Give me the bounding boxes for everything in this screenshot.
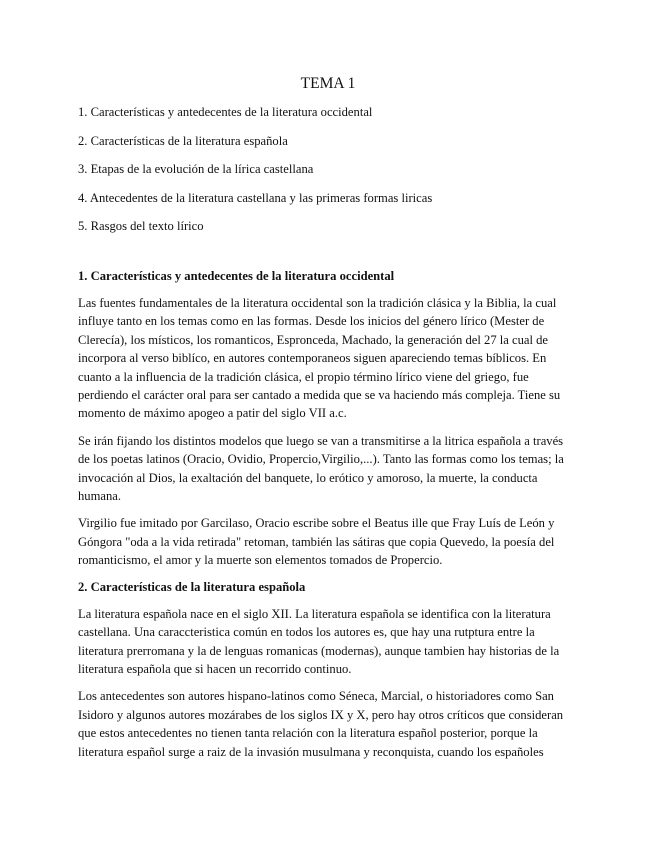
- text-line: humana.: [78, 489, 122, 504]
- text-line: Virgilio fue imitado por Garcilaso, Oracio escribe sobre el Beatus ille que Fray Luís de León y: [78, 516, 555, 531]
- text-line: Las fuentes fundamentales de la literatura occidental son la tradición clásica y la Biblia, la cual: [78, 296, 557, 310]
- text-line: Los antecedentes son autores hispano-latinos como Séneca, Marcial, o historiadores como San: [78, 689, 554, 704]
- text-line: castellana. Una caraccteristica común en todos los autores es, que hay una rutptura entre la: [78, 625, 535, 640]
- toc-item: 4. Antecedentes de la literatura castellana y las primeras formas liricas: [78, 190, 433, 205]
- text-line: literatura español surge a raiz de la invasión musulmana y reconquista, cuando los españoles: [78, 744, 544, 759]
- section-heading: 1. Características y antedecentes de la literatura occidental: [78, 269, 395, 283]
- toc-item: 1. Características y antedecentes de la literatura occidental: [78, 105, 373, 119]
- text-line: incorpora al verso biblíco, en autores contemporaneos siguen apareciendo temas bíblicos. En: [78, 351, 547, 366]
- text-line: romanticismo, el amor y la muerte son elementos tomados de Propercio.: [78, 553, 443, 568]
- text-line: que estos antecedentes no tienen tanta relación con la literatura español posterior, porque la: [78, 726, 538, 741]
- text-line: Se irán fijando los distintos modelos que luego se van a transmitirse a la litrica española a través: [78, 433, 564, 448]
- section-heading: 2. Características de la literatura española: [78, 579, 306, 594]
- paragraph: [78, 605, 578, 679]
- text-line: literatura española que si hacen un recorrido continuo.: [78, 661, 352, 676]
- text-line: cuanto a la influencia de la tradición clásica, el propio término lírico viene del griego, fue: [78, 369, 529, 384]
- text-line: Clerecía), los místicos, los romanticos, Espronceda, Machado, la generación del 27 la cual de: [78, 332, 549, 347]
- text-line: La literatura española nace en el siglo XII. La literatura española se identifica con la literatura: [78, 606, 551, 621]
- toc-item: 2. Características de la literatura española: [78, 133, 288, 148]
- text-line: literatura prerromana y la de lenguas romanicas (modernas), aunque tambien hay historias de la: [78, 643, 560, 658]
- paragraph: [78, 294, 578, 423]
- table-of-contents: [78, 104, 578, 234]
- paragraph: [78, 432, 578, 506]
- document-page: [78, 74, 578, 770]
- toc-item: 3. Etapas de la evolución de la lírica castellana: [78, 162, 314, 176]
- text-line: invocación al Dios, la exaltación del banquete, lo erótico y amoroso, la muerte, la conducta: [78, 470, 538, 485]
- paragraph: [78, 514, 578, 569]
- text-line: Isidoro y algunos autores mozárabes de los siglos IX y X, pero hay otros críticos que consideran: [78, 707, 564, 722]
- text-line: perdiendo el carácter oral para ser cantado a medida que se va haciendo más compleja. Tiene su: [78, 388, 561, 403]
- text-line: momento de máximo apogeo a patir del siglo VII a.c.: [78, 406, 347, 421]
- toc-item: 5. Rasgos del texto lírico: [78, 219, 204, 233]
- text-line: de los poetas latinos (Oracio, Ovidio, Propercio,Virgilio,...). Tanto las formas como los temas; la: [78, 452, 564, 467]
- paragraph: [78, 687, 578, 761]
- document-title: TEMA 1: [300, 75, 356, 92]
- text-line: influye tanto en los temas como en las formas. Desde los inicios del género lírico (Mester de: [78, 314, 545, 329]
- text-line: Góngora "oda a la vida retirada" retoman, también las sátiras que copia Quevedo, la poesía del: [78, 534, 555, 549]
